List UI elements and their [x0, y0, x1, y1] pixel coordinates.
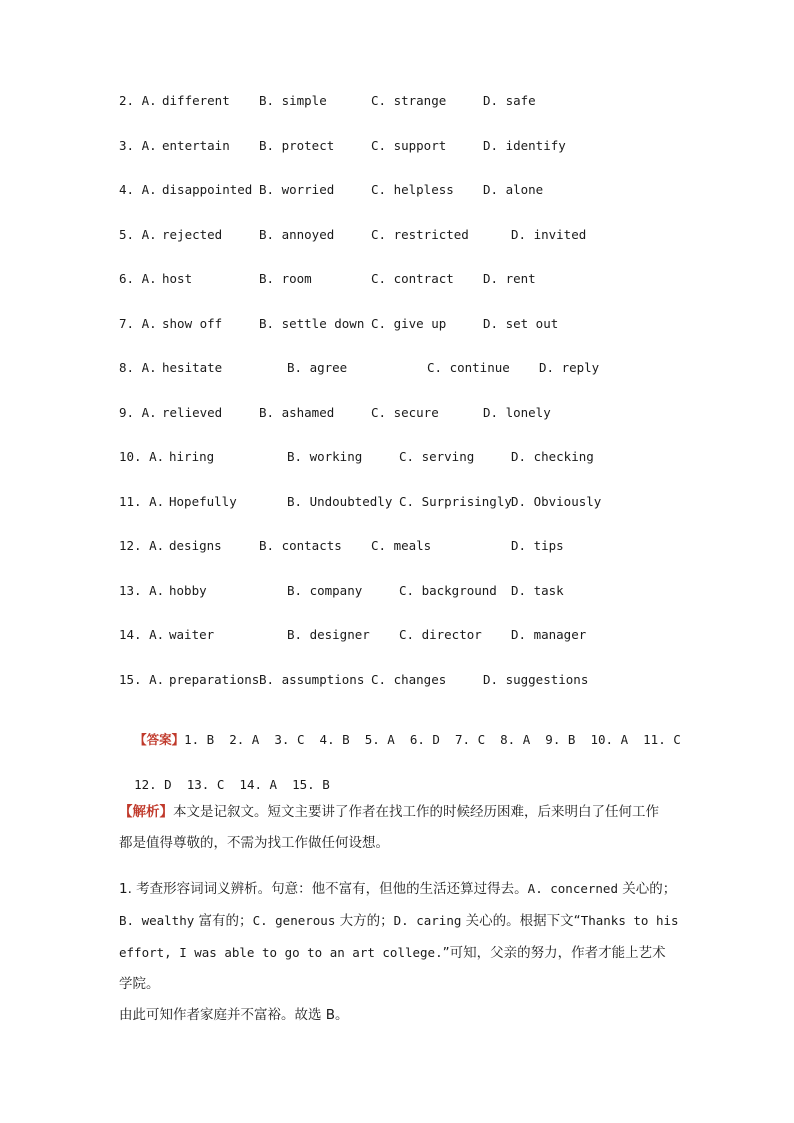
option-b: B. settle down: [259, 316, 365, 331]
option-a: relieved: [162, 405, 223, 420]
option-c: C. secure: [371, 405, 439, 420]
option-a: show off: [162, 316, 223, 331]
question-number: 15. A.: [119, 672, 165, 687]
option-d: D. suggestions: [483, 672, 589, 687]
analysis-block: [119, 797, 679, 859]
option-b: B. simple: [259, 93, 327, 108]
answer-tag: 【答案】: [134, 732, 185, 747]
question-number: 14. A.: [119, 627, 165, 642]
analysis-item-1: 1. 考查形容词词义辨析。句意：他不富有，但他的生活还算过得去。A. concerned 关心的； B. wealthy 富有的；C. generous 大方的；D. caring 关心的。根据下文“Thanks to his effort, I was able to go to an art college.”可知，父亲的努力，作者才能上艺术学院。 由此可知作者家庭并不富裕。故选 B。: [119, 881, 679, 1023]
option-b: B. designer: [287, 627, 370, 642]
option-d: D. set out: [483, 316, 559, 331]
answer-line-2: [119, 761, 330, 793]
option-d: D. lonely: [483, 405, 551, 420]
option-c: C. give up: [371, 316, 447, 331]
option-b: B. working: [287, 449, 363, 464]
option-c: C. background: [399, 583, 497, 598]
analysis-tag: 【解析】: [119, 804, 173, 820]
option-c: C. continue: [427, 360, 510, 375]
option-a: different: [162, 93, 230, 108]
option-c: C. serving: [399, 449, 475, 464]
option-c: C. Surprisingly: [399, 494, 512, 509]
option-b: B. protect: [259, 138, 335, 153]
option-d: D. alone: [483, 182, 544, 197]
question-number: 3. A.: [119, 138, 157, 153]
option-d: D. task: [511, 583, 564, 598]
question-number: 4. A.: [119, 182, 157, 197]
option-d: D. Obviously: [511, 494, 602, 509]
option-a: rejected: [162, 227, 223, 242]
option-c: C. restricted: [371, 227, 469, 242]
option-a: host: [162, 271, 193, 286]
option-d: D. invited: [511, 227, 587, 242]
option-a: hesitate: [162, 360, 223, 375]
option-a: disappointed: [162, 182, 253, 197]
question-number: 11. A.: [119, 494, 165, 509]
option-b: B. annoyed: [259, 227, 335, 242]
option-d: D. checking: [511, 449, 594, 464]
question-number: 12. A.: [119, 538, 165, 553]
option-b: B. worried: [259, 182, 335, 197]
question-number: 5. A.: [119, 227, 157, 242]
answer-values-2: 12. D 13. C 14. A 15. B: [134, 777, 330, 792]
option-b: B. company: [287, 583, 363, 598]
option-c: C. meals: [371, 538, 432, 553]
answer-line-1: [119, 716, 681, 748]
option-c: C. support: [371, 138, 447, 153]
question-number: 9. A.: [119, 405, 157, 420]
option-b: B. agree: [287, 360, 348, 375]
option-b: B. contacts: [259, 538, 342, 553]
option-d: D. identify: [483, 138, 566, 153]
option-b: B. ashamed: [259, 405, 335, 420]
option-a: hiring: [169, 449, 215, 464]
option-c: C. helpless: [371, 182, 454, 197]
option-a: waiter: [169, 627, 215, 642]
option-d: D. reply: [539, 360, 600, 375]
option-c: C. strange: [371, 93, 447, 108]
option-a: Hopefully: [169, 494, 237, 509]
option-b: B. assumptions: [259, 672, 365, 687]
option-a: entertain: [162, 138, 230, 153]
option-d: D. rent: [483, 271, 536, 286]
option-a: hobby: [169, 583, 207, 598]
question-number: 8. A.: [119, 360, 157, 375]
question-number: 6. A.: [119, 271, 157, 286]
question-number: 10. A.: [119, 449, 165, 464]
option-d: D. tips: [511, 538, 564, 553]
option-b: B. Undoubtedly: [287, 494, 393, 509]
option-a: preparations: [169, 672, 260, 687]
answer-values-1: 1. B 2. A 3. C 4. B 5. A 6. D 7. C 8. A 9. B 10. A 11. C: [184, 732, 681, 747]
option-a: designs: [169, 538, 222, 553]
question-number: 2. A.: [119, 93, 157, 108]
option-d: D. safe: [483, 93, 536, 108]
analysis-summary-2: 都是值得尊敬的，不需为找工作做任何设想。: [119, 835, 389, 851]
option-b: B. room: [259, 271, 312, 286]
analysis-summary-1: 【解析】本文是记叙文。短文主要讲了作者在找工作的时候经历困难，后来明白了任何工作: [119, 804, 659, 820]
option-c: C. director: [399, 627, 482, 642]
option-d: D. manager: [511, 627, 587, 642]
question-number: 13. A.: [119, 583, 165, 598]
question-number: 7. A.: [119, 316, 157, 331]
option-c: C. contract: [371, 271, 454, 286]
option-c: C. changes: [371, 672, 447, 687]
